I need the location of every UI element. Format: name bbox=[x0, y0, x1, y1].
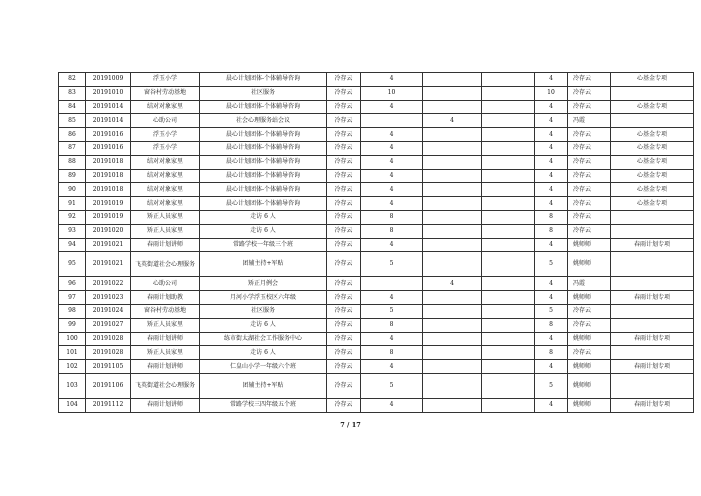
row-number: 82 bbox=[59, 73, 86, 87]
lead-cell: 冷存云 bbox=[568, 304, 611, 318]
row-number: 84 bbox=[59, 100, 86, 114]
note-cell: 春雨计划专项 bbox=[611, 291, 694, 305]
total-hours-cell: 4 bbox=[535, 291, 568, 305]
hours-col-a: 4 bbox=[361, 73, 423, 87]
lead-cell: 冷存云 bbox=[568, 224, 611, 238]
table-row bbox=[59, 73, 694, 87]
row-number: 103 bbox=[59, 373, 86, 398]
hours-col-a: 5 bbox=[361, 252, 423, 277]
total-hours-cell: 4 bbox=[535, 169, 568, 183]
staff-cell: 冷存云 bbox=[327, 128, 361, 142]
row-number: 91 bbox=[59, 197, 86, 211]
target-cell: 心助公司 bbox=[131, 277, 200, 291]
date-cell: 20191021 bbox=[86, 238, 131, 252]
content-cell: 月河小学浮玉校区六年级 bbox=[200, 291, 327, 305]
hours-col-c bbox=[482, 373, 535, 398]
table-row bbox=[59, 252, 694, 277]
row-number: 90 bbox=[59, 183, 86, 197]
note-cell: 春雨计划专项 bbox=[611, 398, 694, 412]
hours-col-c bbox=[482, 128, 535, 142]
table-row bbox=[59, 169, 694, 183]
hours-col-c bbox=[482, 398, 535, 412]
target-cell: 飞英街道社会心理服务 bbox=[131, 252, 200, 277]
staff-cell: 冷存云 bbox=[327, 224, 361, 238]
hours-col-a: 5 bbox=[361, 304, 423, 318]
staff-cell: 冷存云 bbox=[327, 304, 361, 318]
total-hours-cell: 4 bbox=[535, 332, 568, 346]
hours-col-b bbox=[423, 169, 482, 183]
staff-cell: 冷存云 bbox=[327, 398, 361, 412]
note-cell: 心基金专项 bbox=[611, 73, 694, 87]
hours-col-c bbox=[482, 252, 535, 277]
hours-col-b bbox=[423, 128, 482, 142]
hours-col-b bbox=[423, 252, 482, 277]
note-cell bbox=[611, 210, 694, 224]
hours-col-a: 8 bbox=[361, 224, 423, 238]
hours-col-c bbox=[482, 360, 535, 374]
note-cell: 春雨计划专项 bbox=[611, 238, 694, 252]
content-cell: 常路学校一年级三个班 bbox=[200, 238, 327, 252]
date-cell: 20191023 bbox=[86, 291, 131, 305]
lead-cell: 姚师师 bbox=[568, 360, 611, 374]
hours-col-c bbox=[482, 224, 535, 238]
hours-col-c bbox=[482, 238, 535, 252]
staff-cell: 冷存云 bbox=[327, 141, 361, 155]
content-cell: 晨心计划团体-个体辅导咨询 bbox=[200, 73, 327, 87]
lead-cell: 冷存云 bbox=[568, 155, 611, 169]
content-cell: 晨心计划团体-个体辅导咨询 bbox=[200, 100, 327, 114]
note-cell: 心基金专项 bbox=[611, 128, 694, 142]
hours-col-a: 10 bbox=[361, 86, 423, 100]
row-number: 95 bbox=[59, 252, 86, 277]
hours-col-b bbox=[423, 238, 482, 252]
hours-col-b bbox=[423, 332, 482, 346]
table-row bbox=[59, 224, 694, 238]
target-cell: 春雨计划助教 bbox=[131, 291, 200, 305]
lead-cell: 冷存云 bbox=[568, 183, 611, 197]
date-cell: 20191019 bbox=[86, 210, 131, 224]
row-number: 101 bbox=[59, 346, 86, 360]
total-hours-cell: 4 bbox=[535, 360, 568, 374]
note-cell bbox=[611, 346, 694, 360]
table-body bbox=[59, 73, 694, 413]
content-cell: 晨心计划团体-个体辅导咨询 bbox=[200, 128, 327, 142]
total-hours-cell: 4 bbox=[535, 73, 568, 87]
date-cell: 20191016 bbox=[86, 128, 131, 142]
date-cell: 20191106 bbox=[86, 373, 131, 398]
hours-col-b: 4 bbox=[423, 114, 482, 128]
table-row bbox=[59, 141, 694, 155]
total-hours-cell: 8 bbox=[535, 346, 568, 360]
table-row bbox=[59, 128, 694, 142]
target-cell: 矫正人员家里 bbox=[131, 224, 200, 238]
row-number: 99 bbox=[59, 318, 86, 332]
hours-col-a: 4 bbox=[361, 128, 423, 142]
note-cell: 心基金专项 bbox=[611, 183, 694, 197]
date-cell: 20191112 bbox=[86, 398, 131, 412]
content-cell: 晨心计划团体-个体辅导咨询 bbox=[200, 141, 327, 155]
target-cell: 春雨计划讲师 bbox=[131, 398, 200, 412]
table-row bbox=[59, 238, 694, 252]
hours-col-c bbox=[482, 114, 535, 128]
hours-col-b bbox=[423, 398, 482, 412]
row-number: 96 bbox=[59, 277, 86, 291]
hours-col-c bbox=[482, 155, 535, 169]
lead-cell: 姚师师 bbox=[568, 373, 611, 398]
content-cell: 团辅主持+军贴 bbox=[200, 373, 327, 398]
content-cell: 走访 6 人 bbox=[200, 224, 327, 238]
total-hours-cell: 4 bbox=[535, 398, 568, 412]
hours-col-c bbox=[482, 73, 535, 87]
target-cell: 春雨计划讲师 bbox=[131, 332, 200, 346]
content-cell: 走访 6 人 bbox=[200, 318, 327, 332]
target-cell: 结对对象家里 bbox=[131, 169, 200, 183]
total-hours-cell: 8 bbox=[535, 224, 568, 238]
hours-col-b bbox=[423, 318, 482, 332]
hours-col-c bbox=[482, 169, 535, 183]
hours-col-a: 4 bbox=[361, 332, 423, 346]
target-cell: 浮玉小学 bbox=[131, 141, 200, 155]
note-cell bbox=[611, 277, 694, 291]
date-cell: 20191016 bbox=[86, 141, 131, 155]
content-cell: 团辅主持+军贴 bbox=[200, 252, 327, 277]
hours-col-c bbox=[482, 141, 535, 155]
target-cell: 结对对象家里 bbox=[131, 155, 200, 169]
lead-cell: 冷存云 bbox=[568, 210, 611, 224]
hours-col-b bbox=[423, 155, 482, 169]
date-cell: 20191028 bbox=[86, 332, 131, 346]
date-cell: 20191014 bbox=[86, 100, 131, 114]
hours-col-c bbox=[482, 277, 535, 291]
activity-log-table bbox=[58, 72, 694, 413]
content-cell: 晨心计划团体-个体辅导咨询 bbox=[200, 169, 327, 183]
hours-col-b bbox=[423, 210, 482, 224]
note-cell: 心基金专项 bbox=[611, 100, 694, 114]
date-cell: 20191018 bbox=[86, 169, 131, 183]
row-number: 104 bbox=[59, 398, 86, 412]
staff-cell: 冷存云 bbox=[327, 183, 361, 197]
hours-col-b: 4 bbox=[423, 277, 482, 291]
staff-cell: 冷存云 bbox=[327, 252, 361, 277]
row-number: 86 bbox=[59, 128, 86, 142]
total-hours-cell: 4 bbox=[535, 141, 568, 155]
target-cell: 春雨计划讲师 bbox=[131, 238, 200, 252]
table-row bbox=[59, 277, 694, 291]
lead-cell: 姚师师 bbox=[568, 291, 611, 305]
staff-cell: 冷存云 bbox=[327, 73, 361, 87]
hours-col-b bbox=[423, 224, 482, 238]
date-cell: 20191028 bbox=[86, 346, 131, 360]
hours-col-a: 4 bbox=[361, 197, 423, 211]
hours-col-c bbox=[482, 197, 535, 211]
note-cell bbox=[611, 86, 694, 100]
note-cell: 春雨计划专项 bbox=[611, 360, 694, 374]
total-hours-cell: 4 bbox=[535, 100, 568, 114]
hours-col-c bbox=[482, 304, 535, 318]
staff-cell: 冷存云 bbox=[327, 332, 361, 346]
hours-col-a: 5 bbox=[361, 373, 423, 398]
row-number: 88 bbox=[59, 155, 86, 169]
date-cell: 20191105 bbox=[86, 360, 131, 374]
staff-cell: 冷存云 bbox=[327, 277, 361, 291]
target-cell: 窗谷村劳动基地 bbox=[131, 86, 200, 100]
row-number: 87 bbox=[59, 141, 86, 155]
total-hours-cell: 8 bbox=[535, 318, 568, 332]
staff-cell: 冷存云 bbox=[327, 238, 361, 252]
hours-col-a: 4 bbox=[361, 169, 423, 183]
table-row bbox=[59, 197, 694, 211]
date-cell: 20191014 bbox=[86, 114, 131, 128]
note-cell bbox=[611, 252, 694, 277]
date-cell: 20191010 bbox=[86, 86, 131, 100]
date-cell: 20191018 bbox=[86, 183, 131, 197]
total-hours-cell: 5 bbox=[535, 252, 568, 277]
date-cell: 20191027 bbox=[86, 318, 131, 332]
row-number: 93 bbox=[59, 224, 86, 238]
total-hours-cell: 4 bbox=[535, 155, 568, 169]
row-number: 89 bbox=[59, 169, 86, 183]
hours-col-c bbox=[482, 210, 535, 224]
hours-col-a: 4 bbox=[361, 141, 423, 155]
hours-col-a: 4 bbox=[361, 238, 423, 252]
hours-col-c bbox=[482, 291, 535, 305]
lead-cell: 冷存云 bbox=[568, 141, 611, 155]
date-cell: 20191018 bbox=[86, 155, 131, 169]
table-row bbox=[59, 360, 694, 374]
hours-col-a: 8 bbox=[361, 318, 423, 332]
lead-cell: 冷存云 bbox=[568, 346, 611, 360]
target-cell: 春雨计划讲师 bbox=[131, 360, 200, 374]
total-hours-cell: 8 bbox=[535, 210, 568, 224]
hours-col-a: 4 bbox=[361, 183, 423, 197]
date-cell: 20191009 bbox=[86, 73, 131, 87]
hours-col-a: 4 bbox=[361, 291, 423, 305]
hours-col-a bbox=[361, 114, 423, 128]
hours-col-a: 4 bbox=[361, 398, 423, 412]
staff-cell: 冷存云 bbox=[327, 155, 361, 169]
hours-col-b bbox=[423, 183, 482, 197]
table-row bbox=[59, 183, 694, 197]
date-cell: 20191021 bbox=[86, 252, 131, 277]
lead-cell: 冯霞 bbox=[568, 114, 611, 128]
note-cell: 心基金专项 bbox=[611, 141, 694, 155]
target-cell: 窗谷村劳动基地 bbox=[131, 304, 200, 318]
total-hours-cell: 4 bbox=[535, 197, 568, 211]
hours-col-b bbox=[423, 373, 482, 398]
staff-cell: 冷存云 bbox=[327, 100, 361, 114]
content-cell: 社会心理服务站会议 bbox=[200, 114, 327, 128]
note-cell: 春雨计划专项 bbox=[611, 332, 694, 346]
hours-col-a: 8 bbox=[361, 210, 423, 224]
target-cell: 结对对象家里 bbox=[131, 183, 200, 197]
lead-cell: 冷存云 bbox=[568, 73, 611, 87]
total-hours-cell: 4 bbox=[535, 183, 568, 197]
table-row bbox=[59, 373, 694, 398]
row-number: 94 bbox=[59, 238, 86, 252]
staff-cell: 冷存云 bbox=[327, 373, 361, 398]
target-cell: 矫正人员家里 bbox=[131, 318, 200, 332]
staff-cell: 冷存云 bbox=[327, 197, 361, 211]
date-cell: 20191022 bbox=[86, 277, 131, 291]
row-number: 102 bbox=[59, 360, 86, 374]
lead-cell: 冷存云 bbox=[568, 128, 611, 142]
note-cell bbox=[611, 373, 694, 398]
hours-col-a: 4 bbox=[361, 100, 423, 114]
hours-col-b bbox=[423, 291, 482, 305]
target-cell: 矫正人员家里 bbox=[131, 346, 200, 360]
content-cell: 练市街太湖社会工作服务中心 bbox=[200, 332, 327, 346]
date-cell: 20191024 bbox=[86, 304, 131, 318]
lead-cell: 冯霞 bbox=[568, 277, 611, 291]
content-cell: 走访 6 人 bbox=[200, 210, 327, 224]
hours-col-b bbox=[423, 197, 482, 211]
staff-cell: 冷存云 bbox=[327, 86, 361, 100]
table-row bbox=[59, 398, 694, 412]
note-cell bbox=[611, 304, 694, 318]
hours-col-a bbox=[361, 277, 423, 291]
total-hours-cell: 4 bbox=[535, 277, 568, 291]
content-cell: 仁皇山小学一年级六个班 bbox=[200, 360, 327, 374]
content-cell: 矫正月例会 bbox=[200, 277, 327, 291]
content-cell: 常路学校三四年级五个班 bbox=[200, 398, 327, 412]
table-row bbox=[59, 291, 694, 305]
hours-col-b bbox=[423, 346, 482, 360]
row-number: 85 bbox=[59, 114, 86, 128]
target-cell: 结对对象家里 bbox=[131, 100, 200, 114]
row-number: 92 bbox=[59, 210, 86, 224]
hours-col-c bbox=[482, 332, 535, 346]
table-row bbox=[59, 86, 694, 100]
total-hours-cell: 5 bbox=[535, 373, 568, 398]
target-cell: 矫正人员家里 bbox=[131, 210, 200, 224]
hours-col-a: 8 bbox=[361, 346, 423, 360]
lead-cell: 姚师师 bbox=[568, 238, 611, 252]
note-cell bbox=[611, 224, 694, 238]
hours-col-c bbox=[482, 318, 535, 332]
staff-cell: 冷存云 bbox=[327, 318, 361, 332]
hours-col-b bbox=[423, 100, 482, 114]
staff-cell: 冷存云 bbox=[327, 360, 361, 374]
hours-col-b bbox=[423, 141, 482, 155]
hours-col-a: 4 bbox=[361, 155, 423, 169]
target-cell: 飞英街道社会心理服务 bbox=[131, 373, 200, 398]
content-cell: 走访 6 人 bbox=[200, 346, 327, 360]
target-cell: 心助公司 bbox=[131, 114, 200, 128]
lead-cell: 姚师师 bbox=[568, 332, 611, 346]
table-row bbox=[59, 114, 694, 128]
row-number: 98 bbox=[59, 304, 86, 318]
hours-col-b bbox=[423, 73, 482, 87]
staff-cell: 冷存云 bbox=[327, 346, 361, 360]
total-hours-cell: 10 bbox=[535, 86, 568, 100]
staff-cell: 冷存云 bbox=[327, 291, 361, 305]
hours-col-b bbox=[423, 360, 482, 374]
content-cell: 社区服务 bbox=[200, 304, 327, 318]
staff-cell: 冷存云 bbox=[327, 210, 361, 224]
date-cell: 20191020 bbox=[86, 224, 131, 238]
note-cell: 心基金专项 bbox=[611, 155, 694, 169]
content-cell: 晨心计划团体-个体辅导咨询 bbox=[200, 155, 327, 169]
lead-cell: 冷存云 bbox=[568, 86, 611, 100]
note-cell bbox=[611, 114, 694, 128]
staff-cell: 冷存云 bbox=[327, 169, 361, 183]
total-hours-cell: 4 bbox=[535, 114, 568, 128]
lead-cell: 冷存云 bbox=[568, 100, 611, 114]
table-row bbox=[59, 346, 694, 360]
page-indicator: 7 / 17 bbox=[340, 421, 361, 429]
staff-cell: 冷存云 bbox=[327, 114, 361, 128]
note-cell: 心基金专项 bbox=[611, 169, 694, 183]
total-hours-cell: 4 bbox=[535, 128, 568, 142]
lead-cell: 冷存云 bbox=[568, 169, 611, 183]
content-cell: 晨心计划团体-个体辅导咨询 bbox=[200, 197, 327, 211]
hours-col-b bbox=[423, 86, 482, 100]
lead-cell: 冷存云 bbox=[568, 318, 611, 332]
table-row bbox=[59, 100, 694, 114]
table-row bbox=[59, 318, 694, 332]
hours-col-a: 4 bbox=[361, 360, 423, 374]
target-cell: 结对对象家里 bbox=[131, 197, 200, 211]
table-row bbox=[59, 332, 694, 346]
hours-col-c bbox=[482, 100, 535, 114]
row-number: 83 bbox=[59, 86, 86, 100]
table-row bbox=[59, 210, 694, 224]
hours-col-c bbox=[482, 86, 535, 100]
total-hours-cell: 4 bbox=[535, 238, 568, 252]
lead-cell: 姚师师 bbox=[568, 252, 611, 277]
row-number: 97 bbox=[59, 291, 86, 305]
lead-cell: 姚师师 bbox=[568, 398, 611, 412]
target-cell: 浮玉小学 bbox=[131, 73, 200, 87]
note-cell bbox=[611, 318, 694, 332]
hours-col-c bbox=[482, 183, 535, 197]
hours-col-c bbox=[482, 346, 535, 360]
target-cell: 浮玉小学 bbox=[131, 128, 200, 142]
content-cell: 晨心计划团体-个体辅导咨询 bbox=[200, 183, 327, 197]
note-cell: 心基金专项 bbox=[611, 197, 694, 211]
table-row bbox=[59, 304, 694, 318]
row-number: 100 bbox=[59, 332, 86, 346]
hours-col-b bbox=[423, 304, 482, 318]
lead-cell: 冷存云 bbox=[568, 197, 611, 211]
content-cell: 社区服务 bbox=[200, 86, 327, 100]
date-cell: 20191019 bbox=[86, 197, 131, 211]
table-row bbox=[59, 155, 694, 169]
total-hours-cell: 5 bbox=[535, 304, 568, 318]
